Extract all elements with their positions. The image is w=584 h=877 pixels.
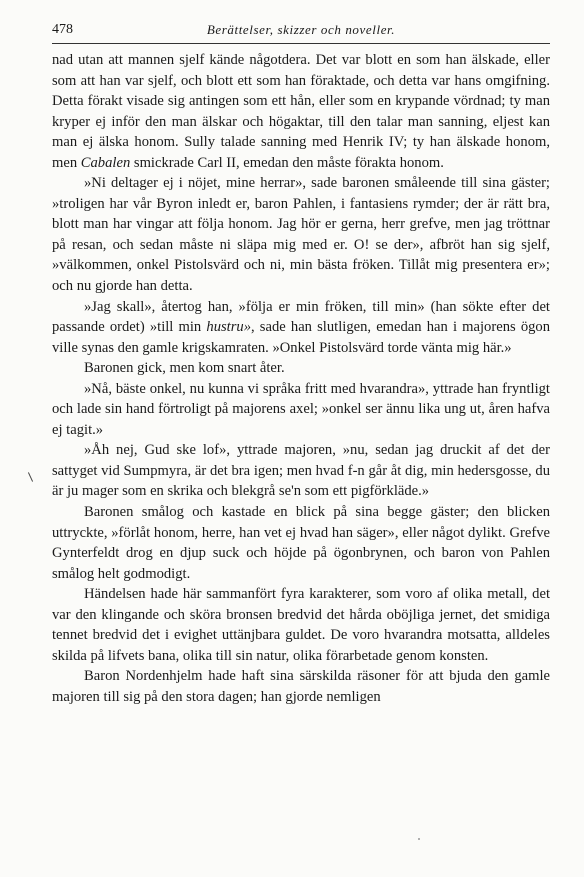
paragraph-text: smickrade Carl II, emedan den måste förakta honom. <box>130 154 444 171</box>
paragraph <box>52 584 550 666</box>
paragraph-text: Baronen gick, men kom snart åter. <box>84 360 285 377</box>
paragraph-text: nad utan att mannen sjelf kände någotdera. Det var blott en som han älskade, eller som att han var sjelf, och blott ett som han föraktade, och detta var hans omgifning. Detta förakt visade sig antingen som ett hån, eller som en krypande vördnad; ty man kryper ej inför den man älskar och högaktar, till den talar man sanning, eljest kan man ej älska honom. Sully talade sanning med Henrik IV; ty han älskade honom, men <box>52 52 550 171</box>
header-rule <box>52 43 550 44</box>
paper-speck <box>418 838 420 840</box>
stray-mark <box>28 472 33 481</box>
page-number: 478 <box>52 22 73 37</box>
paragraph-text: »Ni deltager ej i nöjet, mine herrar», sade baronen småleende till sina gäster; »troligen har vår Byron inledt er, baron Pahlen, i fantasiens rymder; der är rätt bra, blott man har vingar att följa honom. Jag hör er gerna, herr grefve, men jag tröttnar på resan, och sedan måste ni släpa mig med er. O! se der», afbröt han sig sjelf, »välkommen, onkel Pistolsvärd och ni, min bästa fröken. Tillåt mig presentera er»; och nu gjorde han detta. <box>52 175 550 295</box>
paragraph-text: , sade han slutligen, emedan han i majorens ögon ville synas den gamle krigskamraten. »Onkel Pistolsvärd torde vänta mig här.» <box>52 319 551 356</box>
paragraph <box>52 379 550 441</box>
paragraph <box>52 50 550 173</box>
paragraph <box>52 666 550 707</box>
paragraph <box>52 440 550 502</box>
paragraph-text: »Åh nej, Gud ske lof», yttrade majoren, »nu, sedan jag druckit af det der sattyget vid Sumpmyra, är det bra igen; men hvad f-n går åt dig, min hedersgosse, du är ju mager som en skrika och blekgrå se'n som ett pigförkläde.» <box>52 442 550 500</box>
paragraph-text: Baronen smålog och kastade en blick på sina begge gäster; den blicken uttryckte, »förlåt honom, herre, han vet ej hvad han säger», eller något dylikt. Grefve Gynterfeldt drog en djup suck och höjde på ögonbrynen, och baron von Pahlen smålog helt godmodigt. <box>52 504 550 582</box>
paragraph <box>52 502 550 584</box>
paragraph <box>52 173 550 296</box>
italic-text: hustru» <box>206 319 251 336</box>
paragraph <box>52 358 550 379</box>
paragraph-text: »Nå, bäste onkel, nu kunna vi språka fritt med hvarandra», yttrade han fryntligt och lade sin hand förtroligt på majorens axel; »onkel ser ännu lika ung ut, åren hafva ej tagit.» <box>52 380 550 438</box>
paragraph <box>52 297 550 359</box>
italic-text: Cabalen <box>80 154 131 171</box>
body-text <box>52 50 550 708</box>
running-title: Berättelser, skizzer och noveller. <box>206 22 396 37</box>
page-header <box>52 22 550 42</box>
paragraph-text: Baron Nordenhjelm hade haft sina särskilda räsoner för att bjuda den gamle majoren till sig på den stora dagen; han gjorde nemligen <box>52 668 550 705</box>
paragraph-text: Händelsen hade här sammanfört fyra karakterer, som voro af olika metall, det var den klingande och sköra bronsen bredvid det hårda oböjliga jernet, det smidiga tennet bredvid det i evighet uttänjbara guldet. De voro hvarandra motsatta, alldeles skilda på lifvets bana, olika till sin natur, olika förarbetade genom konsten. <box>52 586 550 664</box>
paragraph-text: »Jag skall», återtog han, »följa er min fröken, till min» (han sökte efter det passande ordet) »till min <box>52 298 550 336</box>
